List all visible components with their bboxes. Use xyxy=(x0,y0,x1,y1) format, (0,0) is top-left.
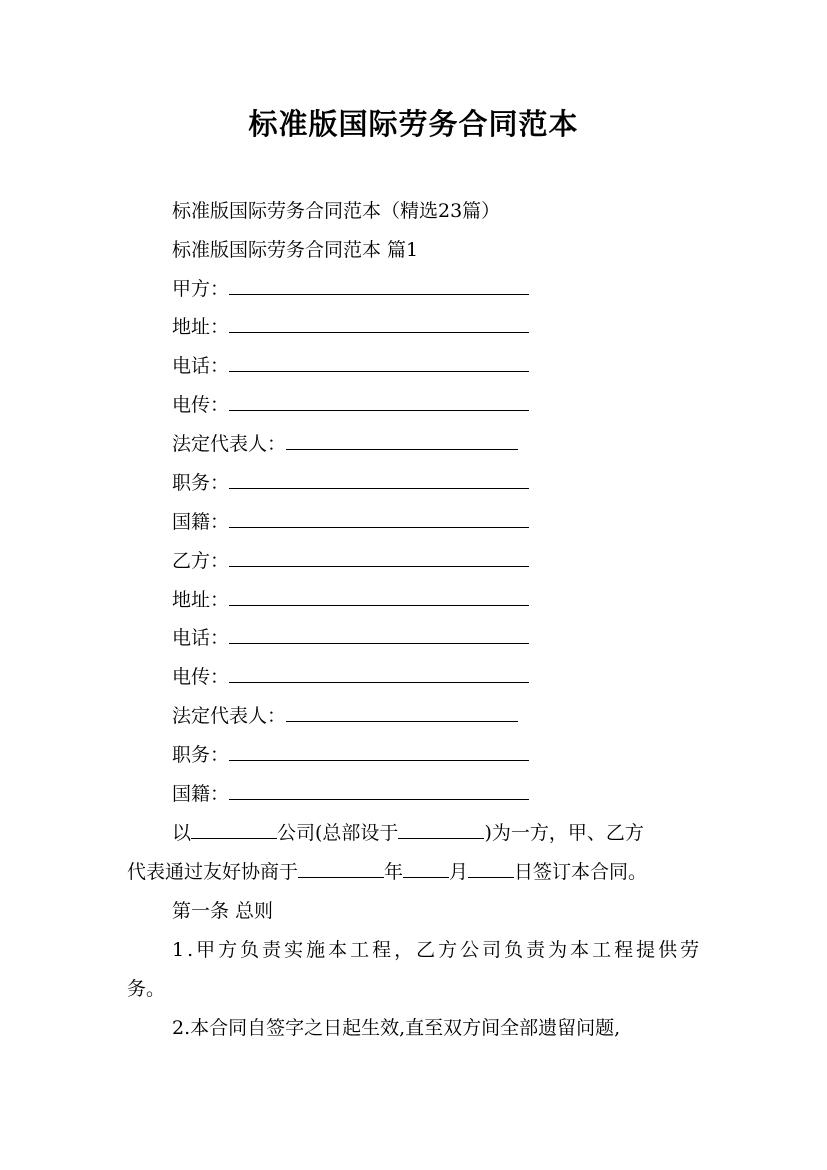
field-label: 电传： xyxy=(172,394,230,416)
month-blank xyxy=(403,859,449,878)
fill-blank xyxy=(229,781,529,800)
fill-blank xyxy=(229,392,529,411)
field-label: 甲方： xyxy=(172,278,230,300)
party-b-field xyxy=(172,548,529,574)
intro-text: )为一方，甲、乙方 xyxy=(484,822,644,844)
fill-blank xyxy=(286,703,518,722)
field-label: 国籍： xyxy=(172,783,230,805)
field-label: 地址： xyxy=(172,316,230,338)
field-label: 电话： xyxy=(172,627,230,649)
company-blank xyxy=(191,820,277,839)
subtitle: 标准版国际劳务合同范本（精选23篇） xyxy=(172,200,501,222)
section-heading: 标准版国际劳务合同范本 篇1 xyxy=(172,239,419,261)
party-a-address-field xyxy=(172,314,529,340)
article-1-heading: 第一条 总则 xyxy=(172,900,274,922)
intro-text: 公司(总部设于 xyxy=(277,822,399,844)
field-label: 职务： xyxy=(172,472,230,494)
party-a-field xyxy=(172,276,529,302)
fill-blank xyxy=(229,509,529,528)
party-b-rep-field xyxy=(172,703,518,729)
clause-1-line-1: 1.甲方负责实施本工程，乙方公司负责为本工程提供劳 xyxy=(172,939,703,961)
year-blank xyxy=(298,859,384,878)
intro-line-1 xyxy=(172,820,644,846)
party-b-position-field xyxy=(172,742,529,768)
party-a-rep-field xyxy=(172,431,518,457)
party-a-fax-field xyxy=(172,392,529,418)
fill-blank xyxy=(229,664,529,683)
field-label: 国籍： xyxy=(172,511,230,533)
intro-text: 年 xyxy=(384,861,404,883)
field-label: 电传： xyxy=(172,666,230,688)
headquarters-blank xyxy=(398,820,484,839)
intro-text: 日签订本合同。 xyxy=(514,861,648,883)
fill-blank xyxy=(229,548,529,567)
party-b-phone-field xyxy=(172,625,529,651)
fill-blank xyxy=(286,431,518,450)
fill-blank xyxy=(229,353,529,372)
fill-blank xyxy=(229,742,529,761)
field-label: 地址： xyxy=(172,589,230,611)
fill-blank xyxy=(229,587,529,606)
clause-1-line-2: 务。 xyxy=(127,978,166,1000)
field-label: 法定代表人： xyxy=(172,705,287,727)
fill-blank xyxy=(229,470,529,489)
intro-text: 代表通过友好协商于 xyxy=(127,861,299,883)
field-label: 职务： xyxy=(172,744,230,766)
party-a-nationality-field xyxy=(172,509,529,535)
day-blank xyxy=(468,859,514,878)
party-a-position-field xyxy=(172,470,529,496)
party-b-fax-field xyxy=(172,664,529,690)
party-a-phone-field xyxy=(172,353,529,379)
party-b-nationality-field xyxy=(172,781,529,807)
party-b-address-field xyxy=(172,587,529,613)
intro-text: 月 xyxy=(449,861,469,883)
intro-text: 以 xyxy=(172,822,192,844)
fill-blank xyxy=(229,276,529,295)
fill-blank xyxy=(229,314,529,333)
clause-2-line-1: 2.本合同自签字之日起生效,直至双方间全部遗留问题, xyxy=(172,1017,621,1039)
field-label: 法定代表人： xyxy=(172,433,287,455)
fill-blank xyxy=(229,625,529,644)
field-label: 乙方： xyxy=(172,550,230,572)
field-label: 电话： xyxy=(172,355,230,377)
intro-line-2 xyxy=(127,859,647,885)
page-title: 标准版国际劳务合同范本 xyxy=(248,107,579,141)
